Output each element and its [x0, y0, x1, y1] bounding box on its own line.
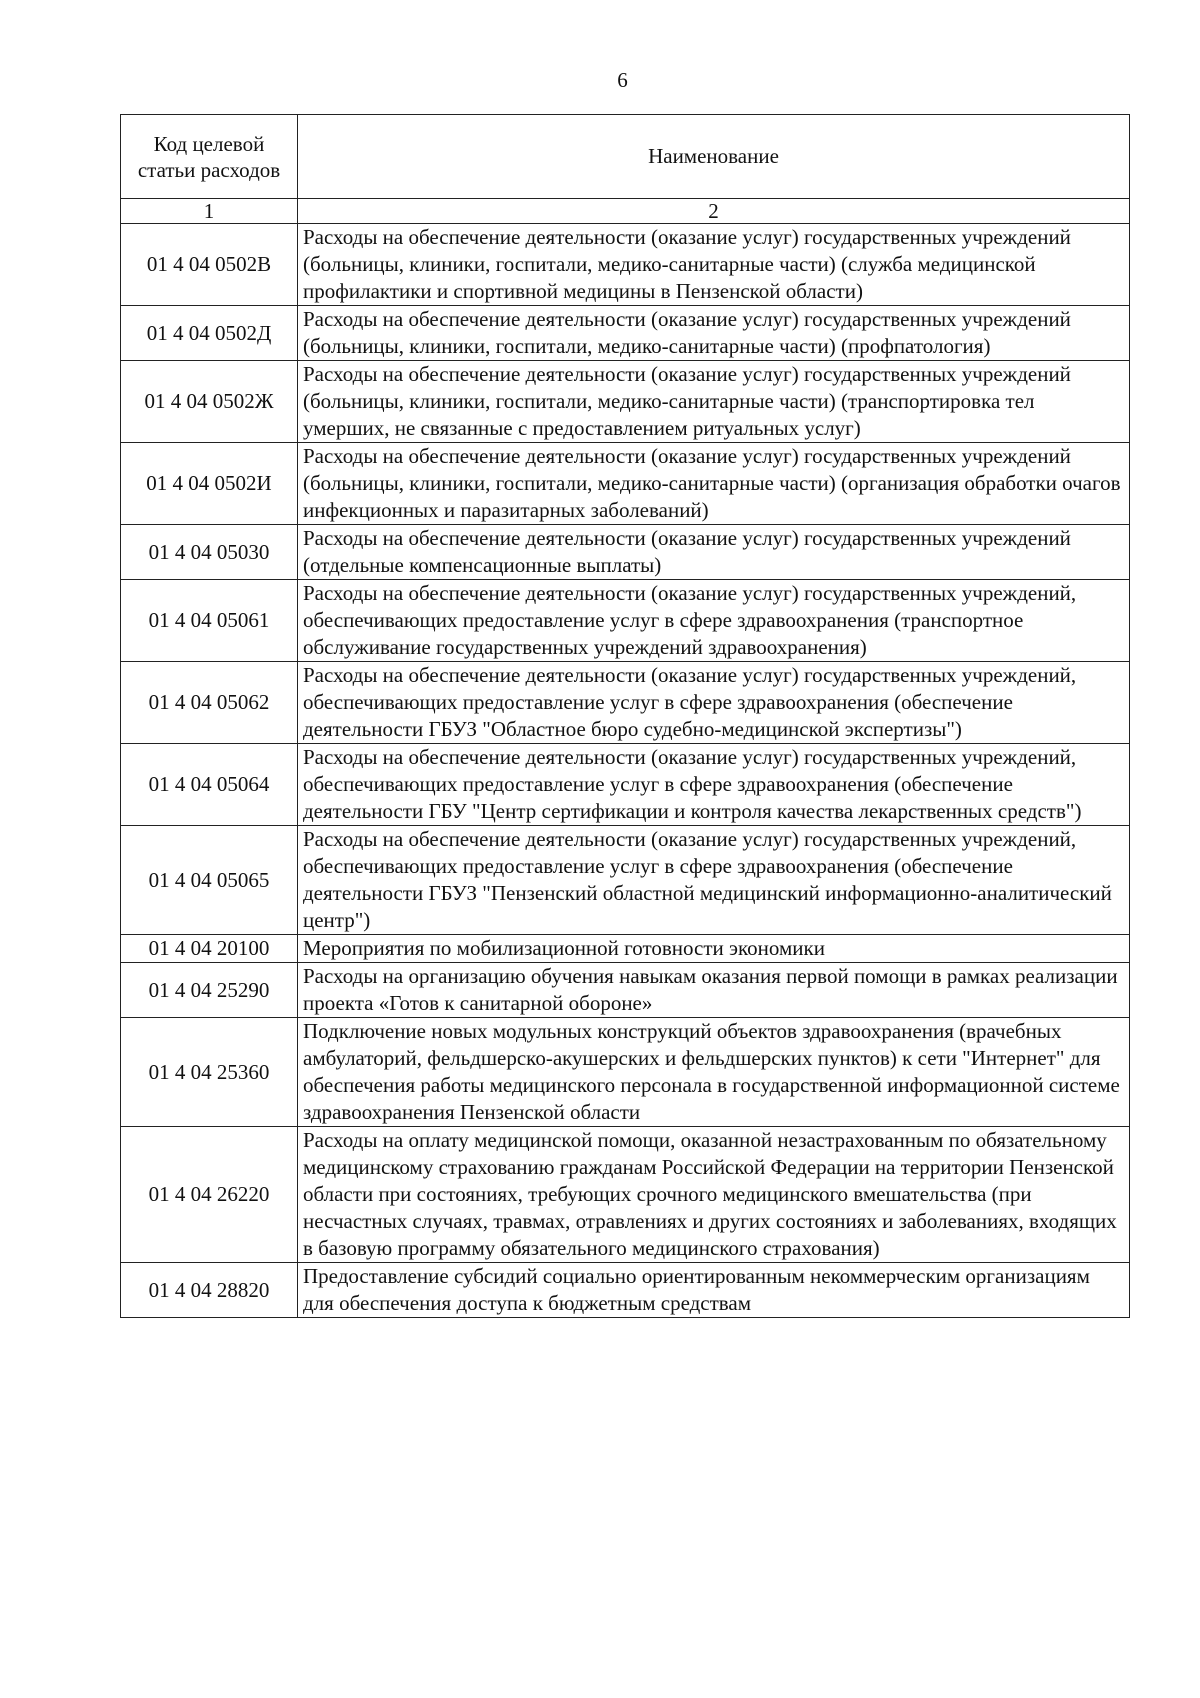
- row-name: Расходы на обеспечение деятельности (оказание услуг) государственных учреждений, обеспечивающих предоставление услуг в сфере здравоохранения (обеспечение деятельности ГБУЗ "Пензенский областной медицинский информационно-аналитический центр"): [298, 826, 1130, 935]
- row-name: Расходы на обеспечение деятельности (оказание услуг) государственных учреждений, обеспечивающих предоставление услуг в сфере здравоохранения (обеспечение деятельности ГБУЗ "Областное бюро судебно-медицинской экспертизы"): [298, 662, 1130, 744]
- table-row: [121, 963, 1130, 1018]
- row-name: Расходы на обеспечение деятельности (оказание услуг) государственных учреждений (больницы, клиники, госпитали, медико-санитарные части) (организация обработки очагов инфекционных и паразитарных заболеваний): [298, 443, 1130, 525]
- table-row: [121, 306, 1130, 361]
- row-name: Расходы на обеспечение деятельности (оказание услуг) государственных учреждений, обеспечивающих предоставление услуг в сфере здравоохранения (обеспечение деятельности ГБУ "Центр сертификации и контроля качества лекарственных средств"): [298, 744, 1130, 826]
- row-name: Расходы на обеспечение деятельности (оказание услуг) государственных учреждений (больницы, клиники, госпитали, медико-санитарные части) (служба медицинской профилактики и спортивной медицины в Пензенской области): [298, 224, 1130, 306]
- column-number-code: 1: [121, 199, 298, 224]
- table-row: [121, 1018, 1130, 1127]
- table-row: [121, 443, 1130, 525]
- table-row: [121, 744, 1130, 826]
- row-code: 01 4 04 05064: [121, 744, 298, 826]
- row-code: 01 4 04 0502И: [121, 443, 298, 525]
- row-code: 01 4 04 25360: [121, 1018, 298, 1127]
- row-name: Расходы на обеспечение деятельности (оказание услуг) государственных учреждений (больницы, клиники, госпитали, медико-санитарные части) (профпатология): [298, 306, 1130, 361]
- row-code: 01 4 04 05061: [121, 580, 298, 662]
- header-name: Наименование: [298, 115, 1130, 199]
- row-code: 01 4 04 0502В: [121, 224, 298, 306]
- page-number: 6: [617, 68, 628, 92]
- header-code: Код целевой статьи расходов: [121, 115, 298, 199]
- row-name: Мероприятия по мобилизационной готовности экономики: [298, 935, 1130, 963]
- table-row: [121, 1263, 1130, 1318]
- row-code: 01 4 04 26220: [121, 1127, 298, 1263]
- table-row: [121, 525, 1130, 580]
- row-name: Расходы на организацию обучения навыкам оказания первой помощи в рамках реализации проекта «Готов к санитарной обороне»: [298, 963, 1130, 1018]
- row-name: Предоставление субсидий социально ориентированным некоммерческим организациям для обеспечения доступа к бюджетным средствам: [298, 1263, 1130, 1318]
- row-code: 01 4 04 0502Д: [121, 306, 298, 361]
- row-code: 01 4 04 0502Ж: [121, 361, 298, 443]
- table-row: [121, 580, 1130, 662]
- row-name: Расходы на обеспечение деятельности (оказание услуг) государственных учреждений, обеспечивающих предоставление услуг в сфере здравоохранения (транспортное обслуживание государственных учреждений здравоохранения): [298, 580, 1130, 662]
- row-code: 01 4 04 28820: [121, 1263, 298, 1318]
- row-name: Подключение новых модульных конструкций объектов здравоохранения (врачебных амбулаторий, фельдшерско-акушерских и фельдшерских пунктов) к сети "Интернет" для обеспечения работы медицинского персонала в государственной информационной системе здравоохранения Пензенской области: [298, 1018, 1130, 1127]
- column-number-row: [121, 199, 1130, 224]
- row-name: Расходы на обеспечение деятельности (оказание услуг) государственных учреждений (больницы, клиники, госпитали, медико-санитарные части) (транспортировка тел умерших, не связанные с предоставлением ритуальных услуг): [298, 361, 1130, 443]
- table-row: [121, 361, 1130, 443]
- table-header-row: [121, 115, 1130, 199]
- row-code: 01 4 04 25290: [121, 963, 298, 1018]
- column-number-name: 2: [298, 199, 1130, 224]
- table-row: [121, 935, 1130, 963]
- row-code: 01 4 04 05062: [121, 662, 298, 744]
- table-row: [121, 224, 1130, 306]
- row-code: 01 4 04 05030: [121, 525, 298, 580]
- budget-codes-table: [120, 114, 1130, 1318]
- table-row: [121, 1127, 1130, 1263]
- table-row: [121, 826, 1130, 935]
- row-name: Расходы на обеспечение деятельности (оказание услуг) государственных учреждений (отдельные компенсационные выплаты): [298, 525, 1130, 580]
- table-row: [121, 662, 1130, 744]
- table-body: [121, 224, 1130, 1318]
- row-code: 01 4 04 05065: [121, 826, 298, 935]
- row-name: Расходы на оплату медицинской помощи, оказанной незастрахованным по обязательному медицинскому страхованию гражданам Российской Федерации на территории Пензенской области при состояниях, требующих срочного медицинского вмешательства (при несчастных случаях, травмах, отравлениях и других состояниях и заболеваниях, входящих в базовую программу обязательного медицинского страхования): [298, 1127, 1130, 1263]
- row-code: 01 4 04 20100: [121, 935, 298, 963]
